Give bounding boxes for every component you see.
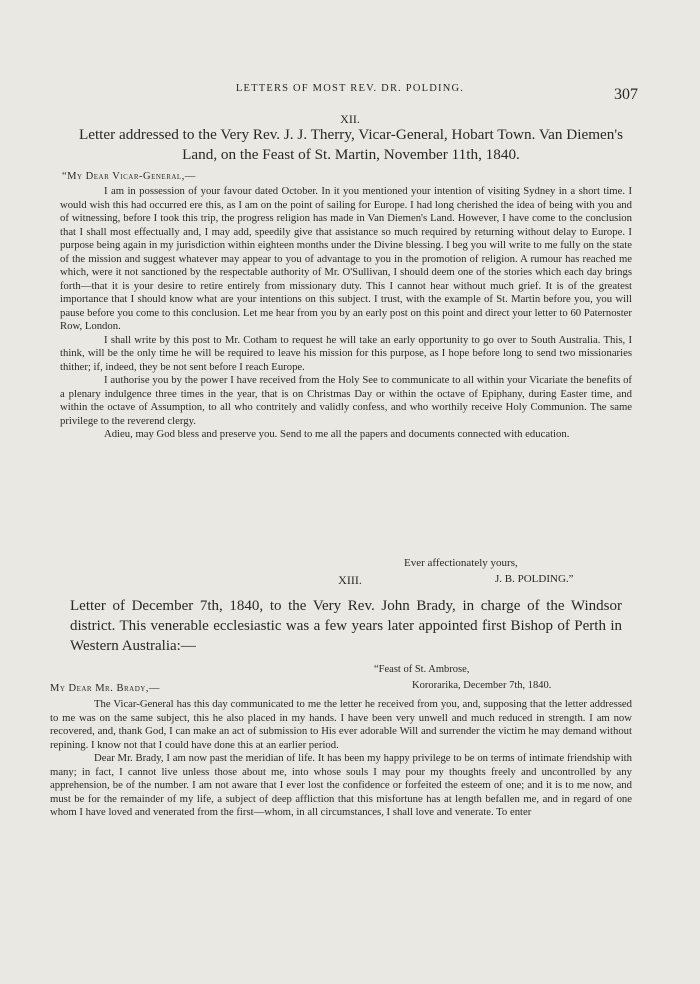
letter-13-place-line-2: Kororarika, December 7th, 1840.	[412, 680, 552, 691]
letter-12-heading: Letter addressed to the Very Rev. J. J. Therry, Vicar-General, Hobart Town. Van Diemen's Land, on the Feast of St. Martin, November 11th, 1840.	[78, 126, 624, 163]
letter-12-signature: J. B. POLDING.”	[495, 573, 574, 585]
letter-12-salutation: “My Dear Vicar-General,—	[62, 171, 196, 182]
section-number-12: XII.	[340, 112, 360, 126]
letter-12-body	[60, 185, 632, 442]
letter-12-paragraph: I shall write by this post to Mr. Cotham to request he will take an early opportunity to go over to South Australia. This, I think, will be the only time he will be required to leave his mission for this purpose, as I hope before long to send two missionaries thither; if, indeed, they be not sent before I reach Europe.	[60, 333, 632, 373]
letter-13-paragraph: Dear Mr. Brady, I am now past the meridian of life. It has been my happy privilege to be on terms of intimate friendship with many; in fact, I cannot live unless those about me, into whose souls I may pour my thoughts freely and uncontrolled by any apprehension, be of the number. I am not aware that I ever lost the confidence or forfeited the esteem of one; and it is to me now, and must be for the remainder of my life, a subject of deep affliction that this misfortune has at length befallen me, and in regard of one whom I have loved and venerated from the first—whom, in all circumstances, I shall love and venerate. To enter	[50, 752, 632, 818]
section-number-13: XIII.	[338, 573, 362, 587]
letter-13-place-line-1: “Feast of St. Ambrose,	[374, 664, 470, 675]
letter-13-salutation: My Dear Mr. Brady,—	[50, 683, 160, 694]
letter-13-body	[50, 698, 632, 820]
letter-13-intro: Letter of December 7th, 1840, to the Very Rev. John Brady, in charge of the Windsor district. This venerable ecclesiastic was a few years later appointed first Bishop of Perth in Western Australia:—	[70, 598, 622, 654]
letter-12-paragraph: I am in possession of your favour dated October. In it you mentioned your intention of visiting Sydney in a short time. I would wish this had occurred ere this, as I am on the point of sailing for Europe. I had long cherished the idea of being with you and of witnessing, before I took this trip, the progress religion has made in Van Diemen's Land. However, I have come to the conclusion that I shall most effectually and, I may add, speedily give that assistance so much required by returning without delay to Europe. I purpose being again in my jurisdiction within eighteen months under the Divine blessing. I beg you will write to me fully on the state of the mission and suggest whatever may appear to you of advantage to you in the promotion of religion. A rumour has reached me which, were it not sanctioned by the respectable authority of Mr. O'Sullivan, I should deem one of the stories which each day brings forth—that it is your desire to retire entirely from missionary duty. This I cannot hear without much grief. It is of the greatest importance that I should know what are your intentions on this subject. I trust, with the example of St. Martin before you, you will pause before you come to this conclusion. Let me hear from you by an early post on this point and direct your letter to 60 Paternoster Row, London.	[60, 185, 632, 332]
letter-12-closing: Ever affectionately yours,	[404, 557, 518, 569]
letter-13-paragraph: The Vicar-General has this day communicated to me the letter he received from you, and, supposing that the letter addressed to me was on the same subject, this he also placed in my hands. I have been very unwell and much reduced in strength. I am now recovered, and, thank God, I can make an act of submission to His ever adorable Will and surrender the victim he may demand without repining. I know not that I could have done this at an earlier period.	[50, 698, 632, 751]
running-title: LETTERS OF MOST REV. DR. POLDING.	[235, 83, 465, 94]
letter-12-paragraph: Adieu, may God bless and preserve you. Send to me all the papers and documents connected with education.	[104, 428, 570, 440]
letter-12-paragraph: I authorise you by the power I have received from the Holy See to communicate to all within your Vicariate the benefits of a plenary indulgence three times in the year, that is on Christmas Day or within the octave of Epiphany, during Easter time, and within the octave of Assumption, to all who contritely and validly confess, and who worthily receive Holy Communion. The same privilege to the reverend clergy.	[60, 374, 632, 427]
page-number: 307	[614, 86, 638, 103]
